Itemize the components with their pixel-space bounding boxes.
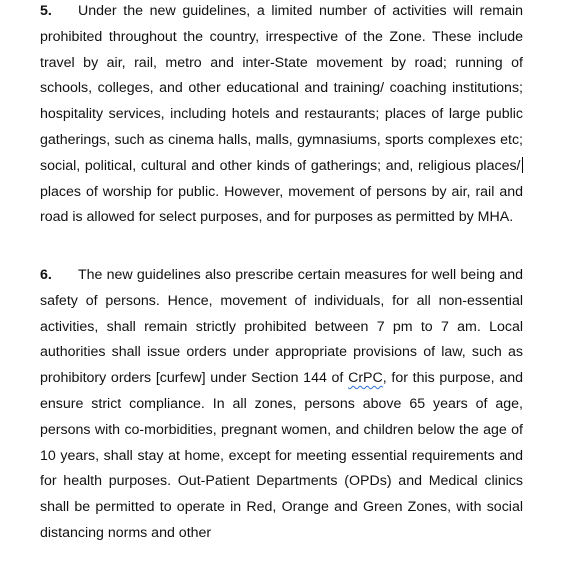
spellcheck-flagged-word[interactable]: CrPC	[348, 370, 383, 387]
paragraph-text: Under the new guidelines, a limited number of activities will remain prohibited throughout the country, irrespective of the Zone. These include travel by air, rail, metro and inter-State movement by road; running of schools, colleges, and other educational and training/ coaching institutions; hospitality services, including hotels and restaurants; places of large public gatherings, such as cinema halls, malls, gymnasiums, sports complexes etc; social, political, cultural and other kinds of gatherings; and, religious places/	[40, 3, 523, 174]
text-cursor	[522, 157, 524, 173]
paragraph-number: 5.	[40, 3, 52, 19]
paragraph-6	[40, 263, 523, 547]
paragraph-text: places of worship for public. However, movement of persons by air, rail and road is allowed for select purposes, and for purposes as permitted by MHA.	[40, 183, 523, 226]
paragraph-text: , for this purpose, and ensure strict compliance. In all zones, persons above 65 years of age, persons with co-morbidities, pregnant women, and children below the age of 10 years, shall stay at home, except for meeting essential requirements and for health purposes. Out-Patient Departments (OPDs) and Medical clinics shall be permitted to operate in Red, Orange and Green Zones, with social distancing norms and other	[40, 370, 523, 541]
paragraph-text: The new guidelines also prescribe certain measures for well being and safety of persons. Hence, movement of individuals, for all non-essential activities, shall remain strictly prohibited between 7 pm to 7 am. Local authorities shall issue orders under appropriate provisions of law, such as prohibitory orders [curfew] under Section 144 of	[40, 267, 523, 387]
paragraph-number: 6.	[40, 267, 52, 283]
paragraph-5	[40, 0, 523, 231]
